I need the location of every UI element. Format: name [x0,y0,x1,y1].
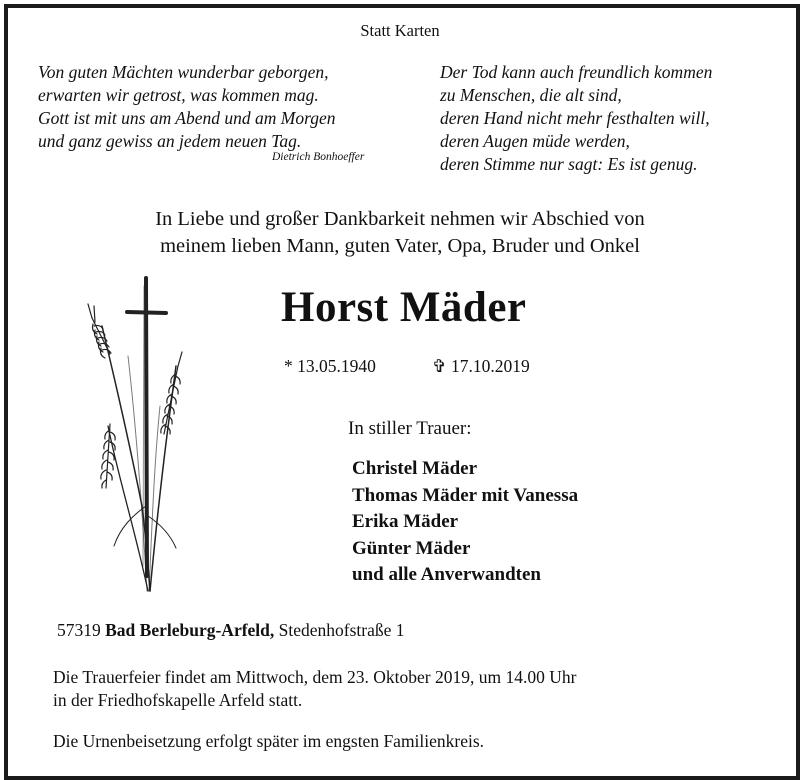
street: Stedenhofstraße 1 [278,620,405,640]
birth-date: * 13.05.1940 [284,356,376,376]
funeral-info [53,666,576,712]
poem-left-line: Gott ist mit uns am Abend und am Morgen [38,108,336,128]
poem-left-line: erwarten wir getrost, was kommen mag. [38,85,319,105]
poem-right-line: deren Augen müde werden, [440,131,630,151]
poem-left [38,61,336,153]
poem-right-line: zu Menschen, die alt sind, [440,85,622,105]
mourner-name: Günter Mäder [352,537,471,559]
urn-burial-info: Die Urnenbeisetzung erfolgt später im engsten Familienkreis. [53,731,485,751]
funeral-line: Die Trauerfeier findet am Mittwoch, dem 23. Oktober 2019, um 14.00 Uhr [53,667,577,687]
intro-line: meinem lieben Mann, guten Vater, Opa, Bruder und Onkel [160,235,640,257]
poem-right-line: deren Stimme nur sagt: Es ist genug. [440,154,698,174]
intro-text [0,206,800,260]
deceased-name: Horst Mäder [281,284,527,331]
poem-left-line: und ganz gewiss an jedem neuen Tag. [38,131,302,151]
poem-right-line: Der Tod kann auch freundlich kommen [440,62,713,82]
intro-line: In Liebe und großer Dankbarkeit nehmen wir Abschied von [155,208,645,230]
mourner-name: Christel Mäder [352,458,478,479]
address [57,620,405,641]
poem-right-line: deren Hand nicht mehr festhalten will, [440,108,710,128]
mourner-name: Thomas Mäder mit Vanessa [352,484,579,506]
mourning-label: In stiller Trauer: [348,418,472,439]
city: Bad Berleburg-Arfeld, [105,620,275,640]
poem-right [440,61,712,176]
funeral-line: in der Friedhofskapelle Arfeld statt. [53,690,303,710]
death-date: ✞ 17.10.2019 [432,356,530,376]
postal-code: 57319 [57,620,101,640]
mourner-name: Erika Mäder [352,511,459,532]
mourner-name: und alle Anverwandten [352,564,541,585]
cross-wheat-illustration [80,266,196,596]
header-text: Statt Karten [360,21,440,40]
poem-left-line: Von guten Mächten wunderbar geborgen, [38,62,329,82]
mourners-list [352,456,578,589]
poem-author: Dietrich Bonhoeffer [272,151,365,163]
